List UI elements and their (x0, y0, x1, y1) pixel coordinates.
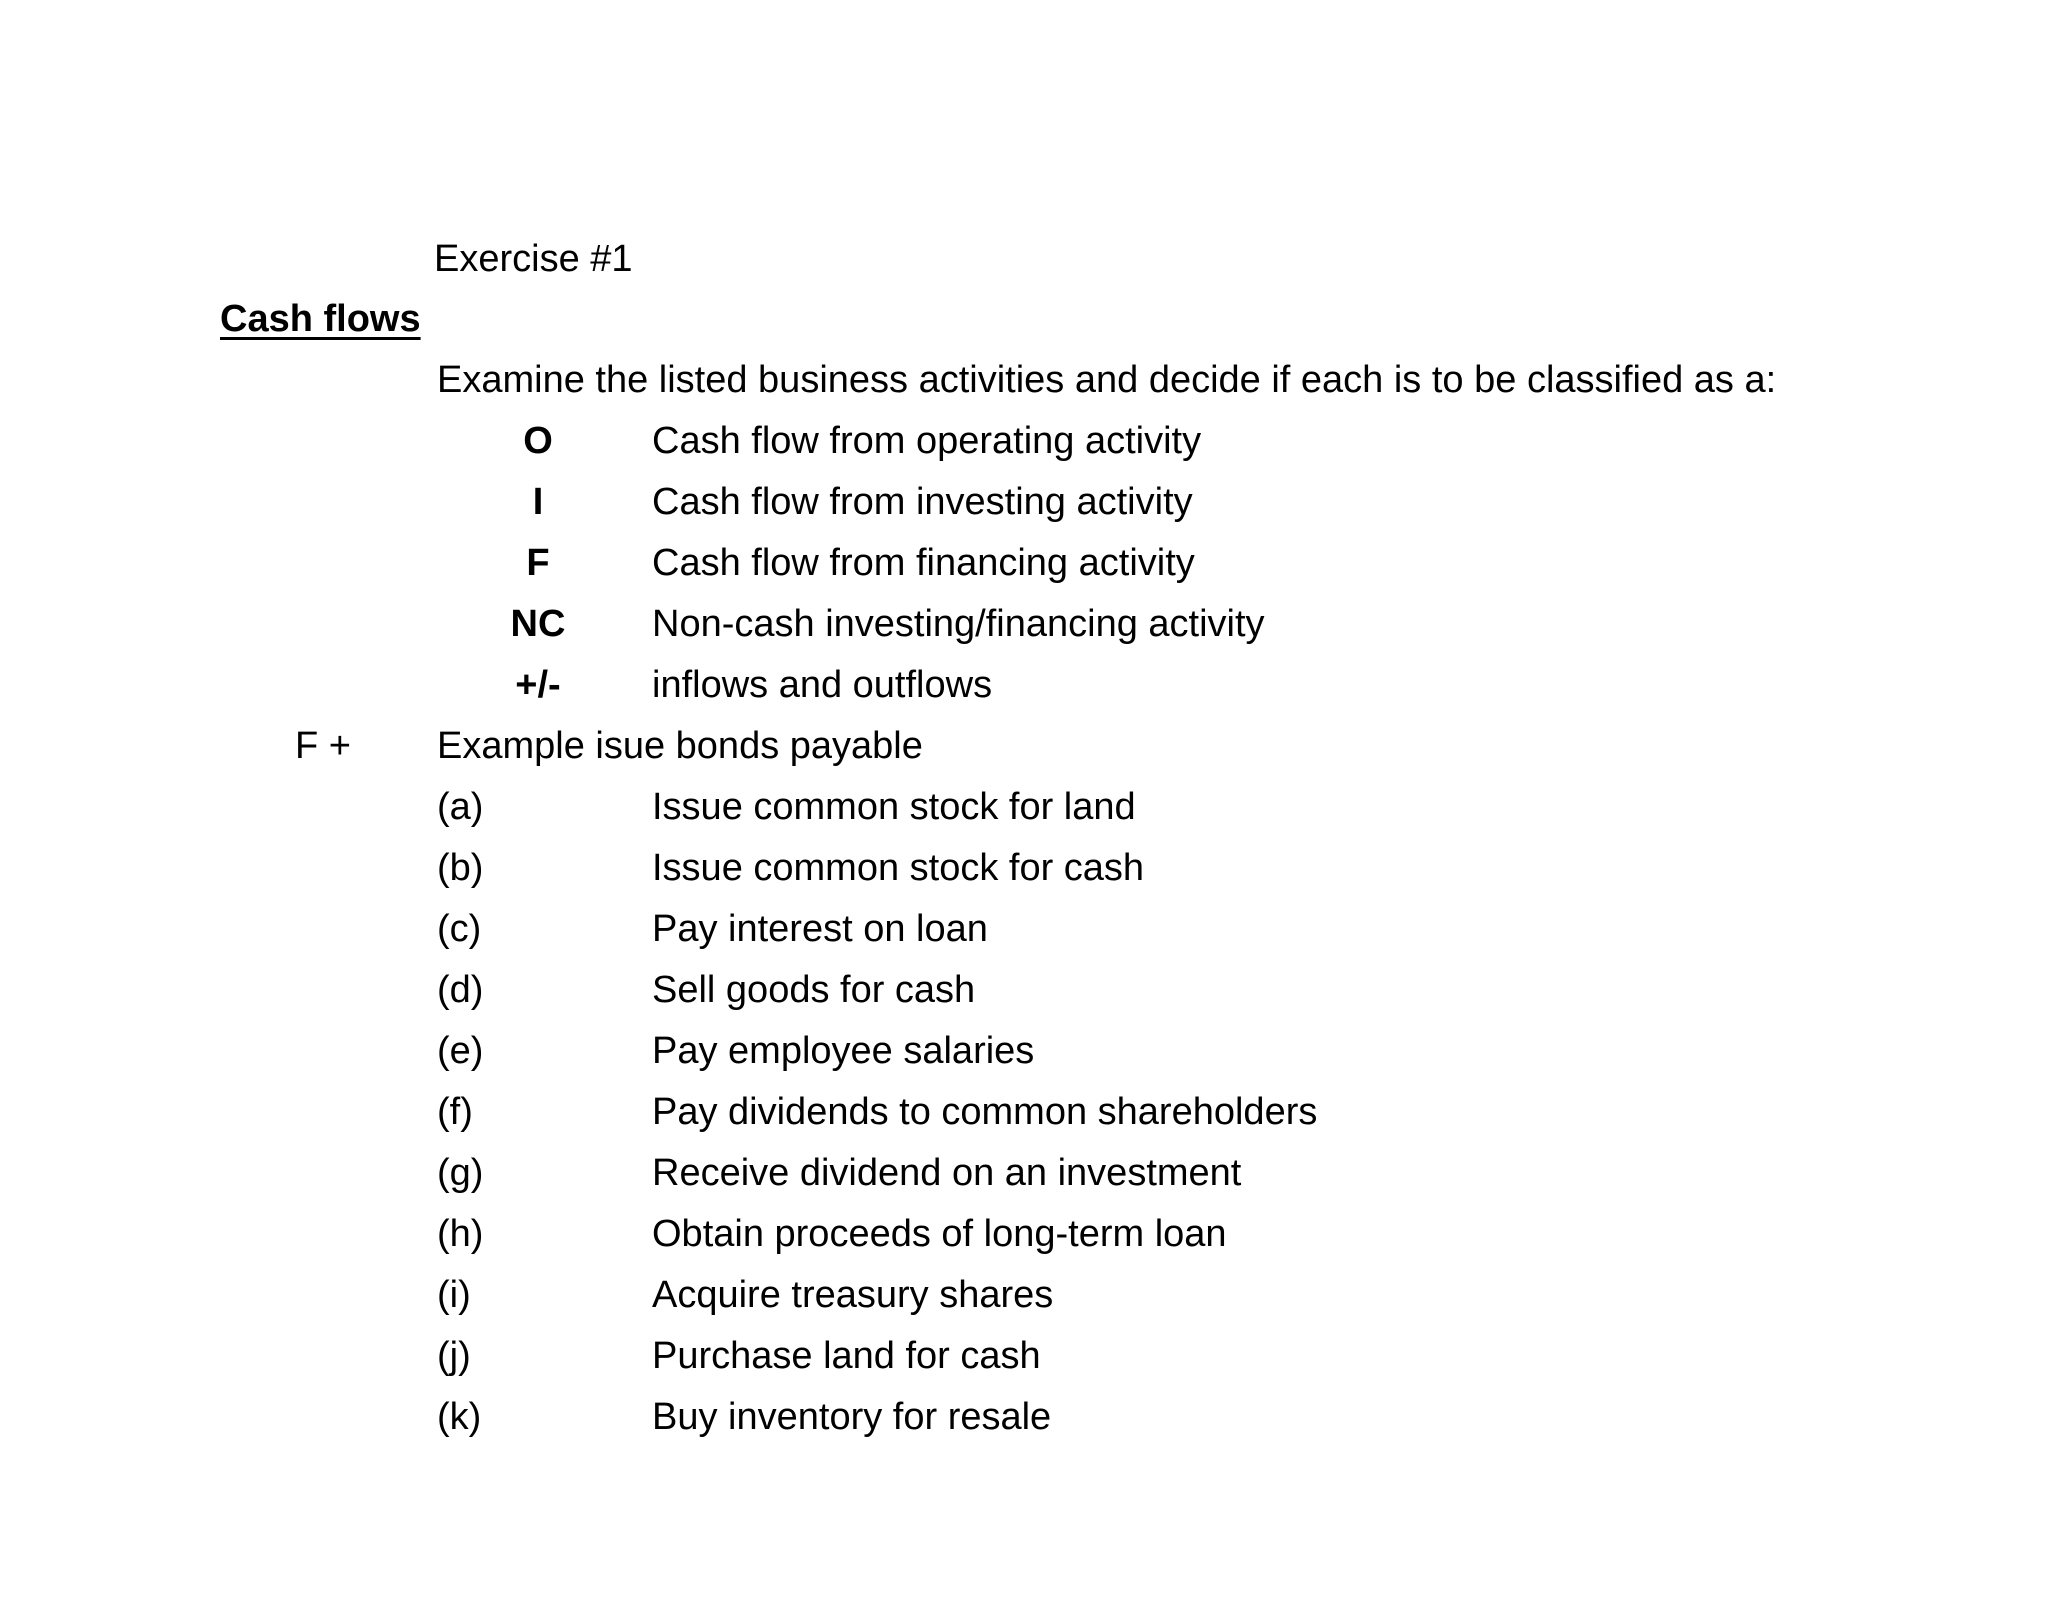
item-letter: (e) (437, 1030, 484, 1072)
item-text: Pay dividends to common shareholders (652, 1091, 1318, 1133)
item-text: Purchase land for cash (652, 1335, 1041, 1377)
item-text: Issue common stock for cash (652, 847, 1145, 889)
item-letter: (c) (437, 908, 482, 950)
item-letter: (h) (437, 1213, 484, 1255)
item-letter: (d) (437, 969, 484, 1011)
example-code: F + (295, 725, 351, 767)
legend-description: Cash flow from investing activity (652, 481, 1193, 523)
item-letter: (f) (437, 1091, 473, 1133)
item-text: Receive dividend on an investment (652, 1152, 1242, 1194)
item-letter: (a) (437, 786, 484, 828)
item-text: Buy inventory for resale (652, 1396, 1052, 1438)
legend-description: inflows and outflows (652, 664, 993, 706)
legend-code: F (526, 542, 550, 584)
legend-code: I (532, 481, 544, 523)
exercise-title: Exercise #1 (434, 238, 633, 280)
item-letter: (j) (437, 1335, 471, 1377)
item-letter: (b) (437, 847, 484, 889)
legend-code: NC (510, 603, 566, 645)
item-text: Issue common stock for land (652, 786, 1136, 828)
item-text: Acquire treasury shares (652, 1274, 1054, 1316)
item-letter: (k) (437, 1396, 482, 1438)
item-text: Pay employee salaries (652, 1030, 1035, 1072)
item-text: Sell goods for cash (652, 969, 976, 1011)
instructions: Examine the listed business activities and decide if each is to be classified as a: (437, 359, 1777, 401)
legend-description: Cash flow from financing activity (652, 542, 1195, 584)
legend-code: O (523, 420, 553, 462)
legend-description: Cash flow from operating activity (652, 420, 1202, 462)
item-letter: (i) (437, 1274, 471, 1316)
item-text: Obtain proceeds of long-term loan (652, 1213, 1227, 1255)
legend-description: Non-cash investing/financing activity (652, 603, 1265, 645)
example-text: Example isue bonds payable (437, 725, 923, 767)
item-text: Pay interest on loan (652, 908, 988, 950)
section-title: Cash flows (220, 298, 421, 340)
item-letter: (g) (437, 1152, 484, 1194)
legend-code: +/- (515, 664, 561, 706)
